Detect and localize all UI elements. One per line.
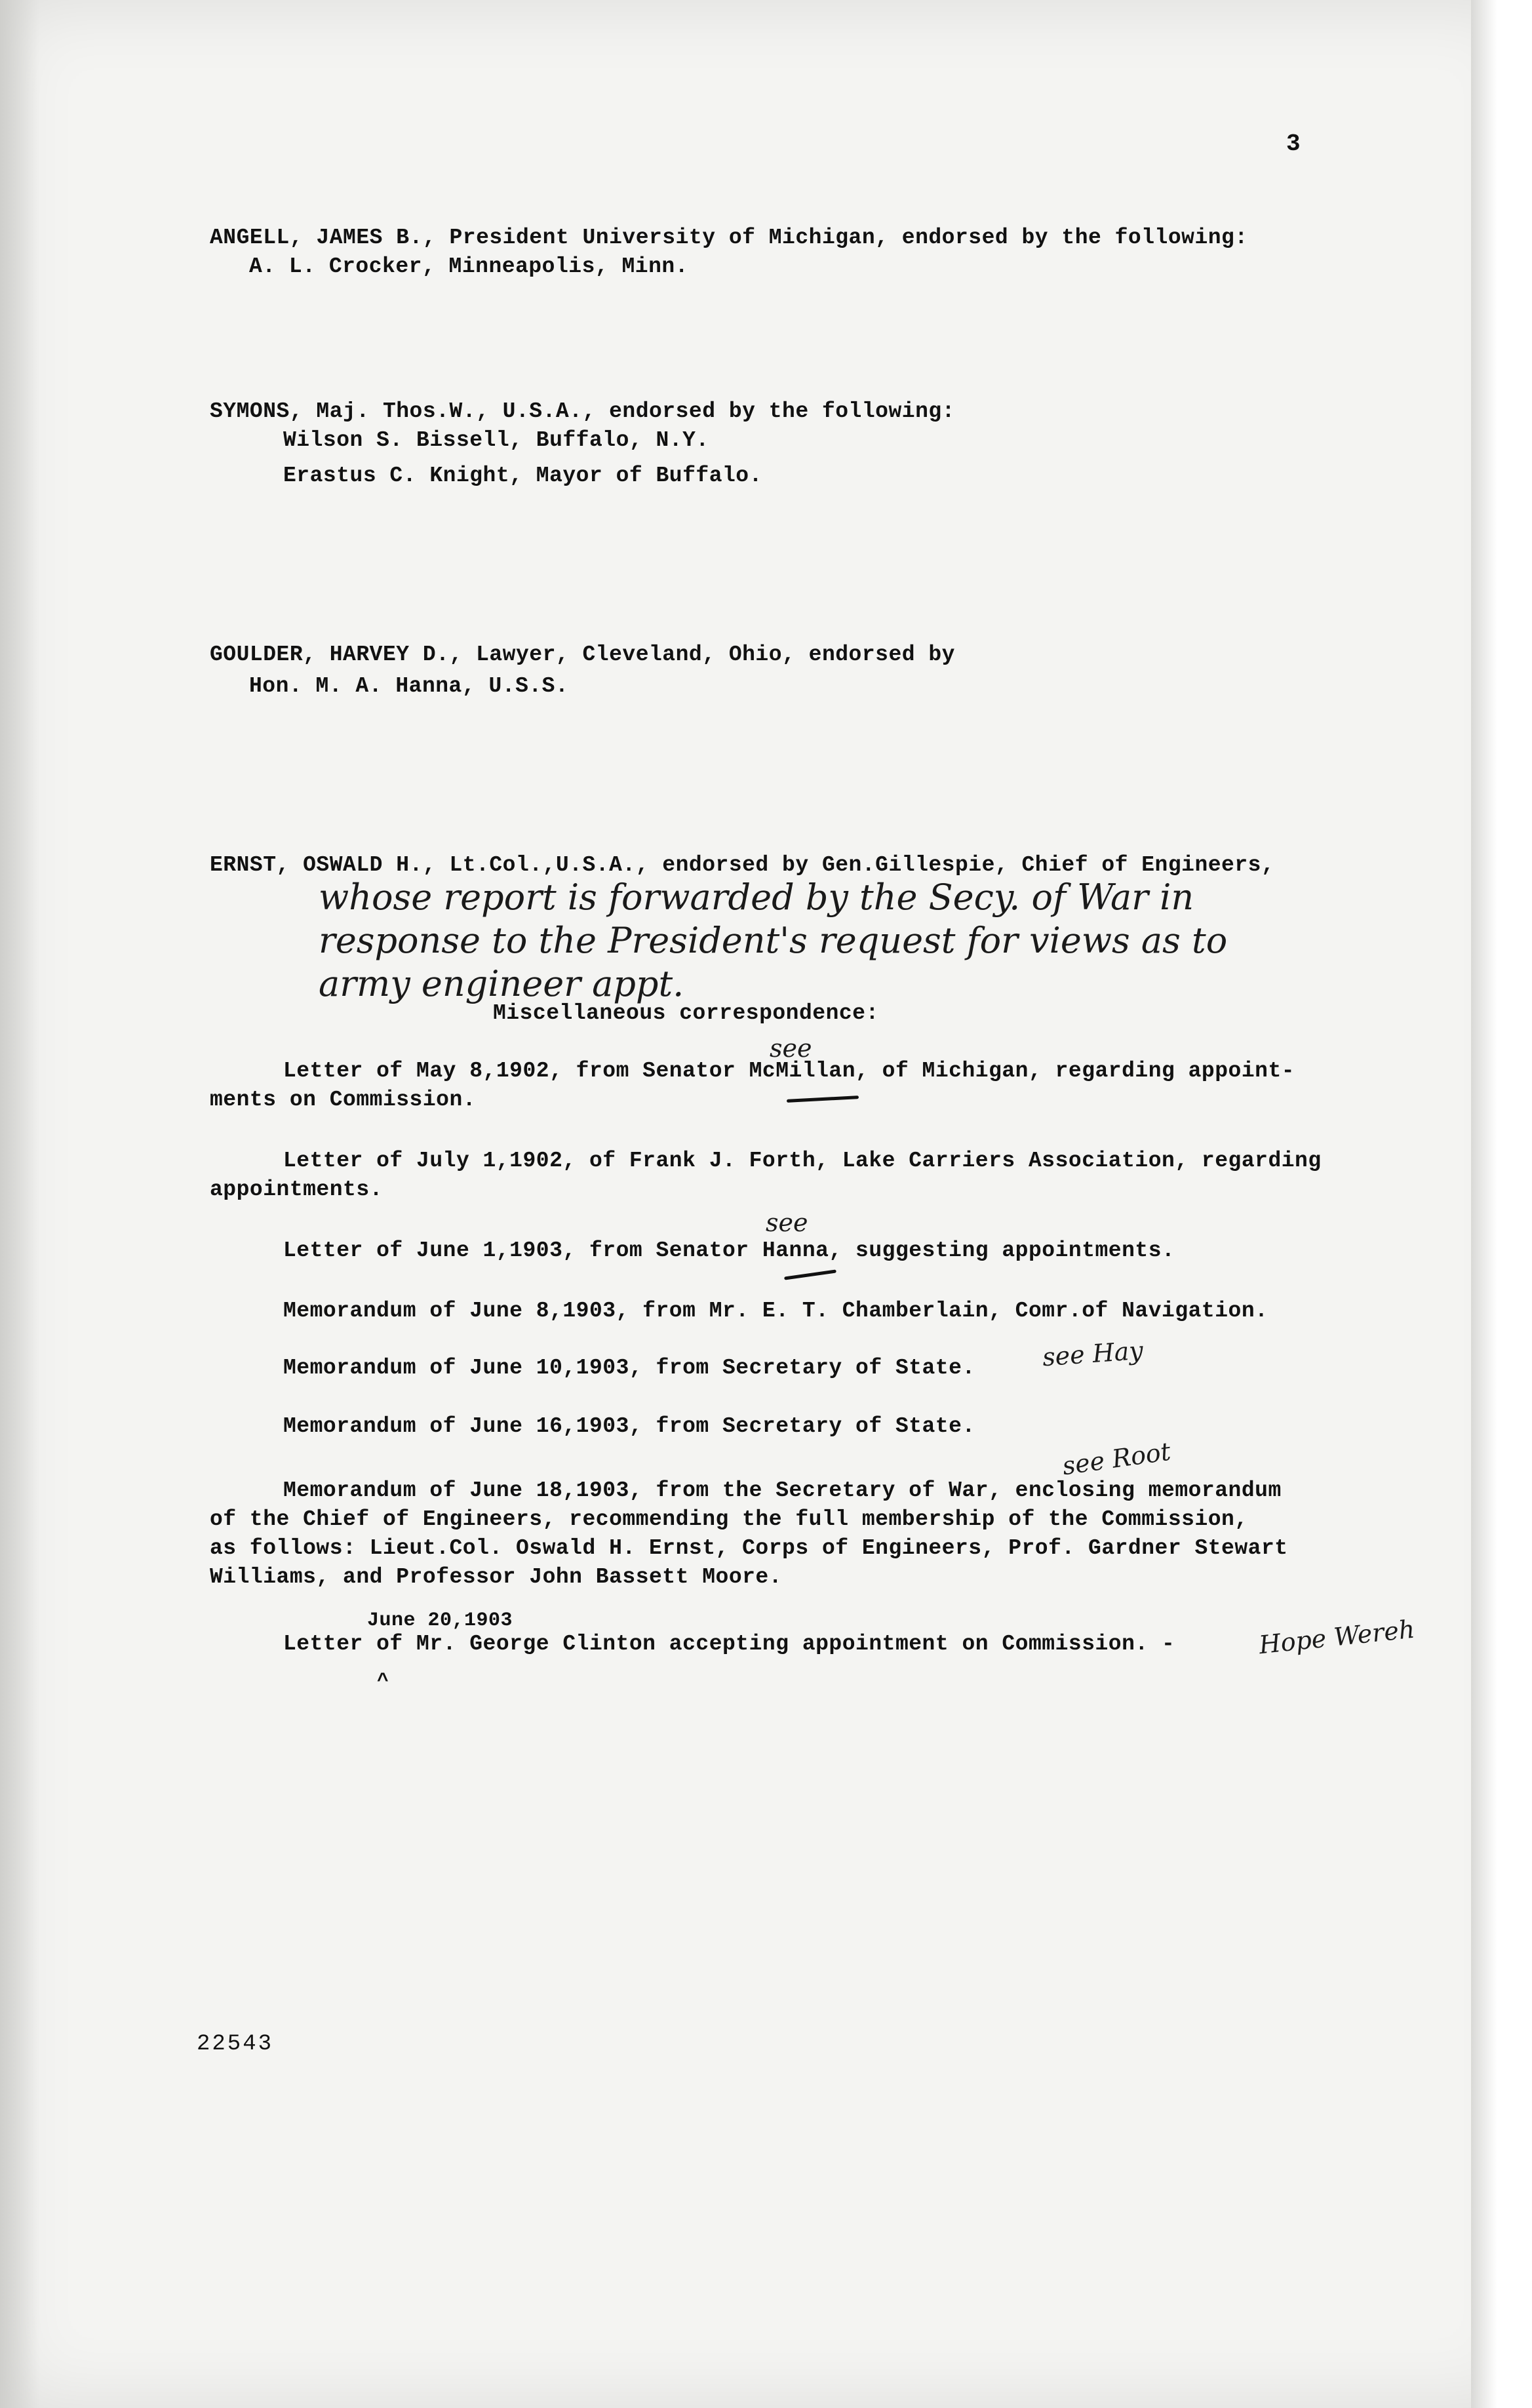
symons-endorser-2: Erastus C. Knight, Mayor of Buffalo.	[283, 464, 762, 488]
page-number: 3	[1286, 130, 1301, 157]
misc-item-7-line-2: of the Chief of Engineers, recommending the full membership of the Commission,	[210, 1507, 1248, 1531]
symons-heading: SYMONS, Maj. Thos.W., U.S.A., endorsed by the following:	[210, 399, 955, 424]
document-id: 22543	[197, 2032, 274, 2057]
goulder-endorser: Hon. M. A. Hanna, U.S.S.	[249, 674, 569, 698]
handwritten-clinton-note: Hope Wereh	[1257, 1614, 1417, 1660]
handwritten-note-line-3: army engineer appt.	[319, 963, 684, 1004]
misc-item-8: Letter of Mr. George Clinton accepting appointment on Commission. -	[283, 1632, 1175, 1656]
handwritten-note-line-1: whose report is forwarded by the Secy. of War in	[319, 877, 1194, 918]
misc-item-7-line-4: Williams, and Professor John Bassett Moore.	[210, 1565, 783, 1589]
misc-item-5: Memorandum of June 10,1903, from Secretary of State.	[283, 1356, 975, 1380]
handwritten-see-mcmillan: see	[770, 1034, 812, 1063]
misc-item-2-line-2: appointments.	[210, 1177, 383, 1202]
misc-item-4: Memorandum of June 8,1903, from Mr. E. T. Chamberlain, Comr.of Navigation.	[283, 1299, 1268, 1323]
misc-item-6: Memorandum of June 16,1903, from Secretary of State.	[283, 1414, 975, 1438]
misc-item-1-line-2: ments on Commission.	[210, 1088, 477, 1112]
misc-item-2-line-1: Letter of July 1,1902, of Frank J. Forth, Lake Carriers Association, regarding	[283, 1149, 1322, 1173]
scan-shadow-left	[0, 0, 39, 2408]
misc-item-1-line-1: Letter of May 8,1902, from Senator McMillan, of Michigan, regarding appoint-	[283, 1059, 1295, 1083]
handwritten-note-line-2: response to the President's request for views as to	[319, 920, 1228, 961]
goulder-heading: GOULDER, HARVEY D., Lawyer, Cleveland, Ohio, endorsed by	[210, 642, 955, 667]
handwritten-see-hanna: see	[766, 1208, 808, 1237]
misc-item-7-line-1: Memorandum of June 18,1903, from the Secretary of War, enclosing memorandum	[283, 1478, 1282, 1503]
angell-endorser: A. L. Crocker, Minneapolis, Minn.	[249, 254, 689, 279]
handwritten-see-root: see Root	[1060, 1436, 1173, 1481]
handwritten-underline-mcmillan	[787, 1095, 859, 1103]
insertion-caret: ^	[377, 1670, 389, 1693]
misc-item-7-line-3: as follows: Lieut.Col. Oswald H. Ernst, Corps of Engineers, Prof. Gardner Stewart	[210, 1536, 1288, 1560]
symons-endorser-1: Wilson S. Bissell, Buffalo, N.Y.	[283, 428, 709, 452]
misc-item-3: Letter of June 1,1903, from Senator Hanna, suggesting appointments.	[283, 1238, 1175, 1263]
misc-heading: Miscellaneous correspondence:	[493, 1001, 879, 1025]
scan-edge-right	[1471, 0, 1532, 2408]
misc-item-8-inserted-date: June 20,1903	[367, 1609, 513, 1632]
handwritten-underline-hanna	[784, 1269, 836, 1280]
ernst-heading: ERNST, OSWALD H., Lt.Col.,U.S.A., endorsed by Gen.Gillespie, Chief of Engineers,	[210, 853, 1275, 877]
angell-heading: ANGELL, JAMES B., President University of Michigan, endorsed by the following:	[210, 226, 1248, 250]
handwritten-see-hay: see Hay	[1041, 1335, 1145, 1372]
